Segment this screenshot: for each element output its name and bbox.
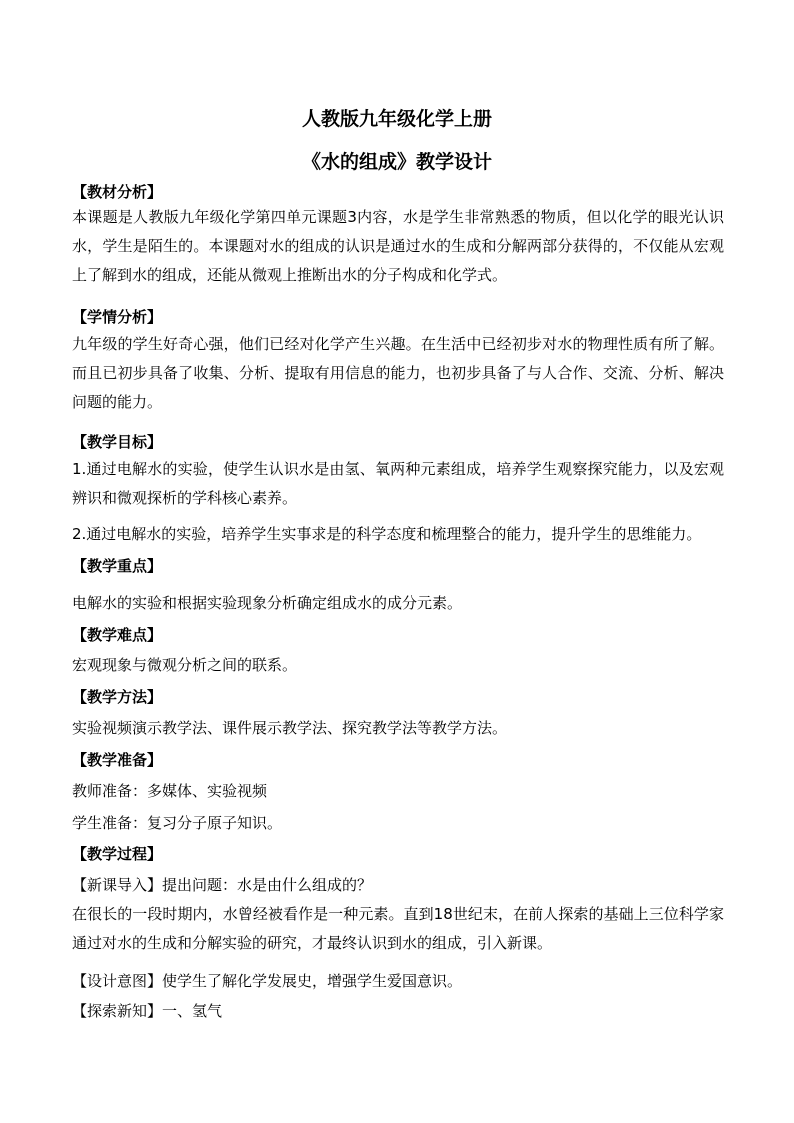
paragraph-difficult-points: 宏观现象与微观分析之间的联系。 (72, 656, 298, 674)
heading-teaching-methods: 【教学方法】 (72, 688, 163, 706)
paragraph-lesson-intro: 【新课导入】提出问题：水是由什么组成的？ (72, 876, 373, 894)
paragraph-goal-1: 1.通过电解水的实验，使学生认识水是由氢、氧两种元素组成，培养学生观察探究能力，以及宏观辨识和微观探析的学科核心素养。 (72, 460, 724, 507)
heading-key-points: 【教学重点】 (72, 557, 163, 575)
paragraph-goal-2: 2.通过电解水的实验，培养学生实事求是的科学态度和梳理整合的能力，提升学生的思维能力。 (72, 525, 702, 543)
paragraph-teaching-methods: 实验视频演示教学法、课件展示教学法、探究教学法等教学方法。 (72, 719, 508, 737)
heading-textbook-analysis: 【教材分析】 (72, 183, 163, 201)
paragraph-textbook-analysis: 本课题是人教版九年级化学第四单元课题3内容，水是学生非常熟悉的物质，但以化学的眼光认识水，学生是陌生的。本课题对水的组成的认识是通过水的生成和分解两部分获得的，不仅能从宏观上了解到水的组成，还能从微观上推断出水的分子构成和化学式。 (72, 208, 724, 284)
heading-teaching-goals: 【教学目标】 (72, 433, 163, 451)
heading-teaching-preparation: 【教学准备】 (72, 751, 163, 769)
paragraph-student-analysis: 九年级的学生好奇心强，他们已经对化学产生兴趣。在生活中已经初步对水的物理性质有所了解。而且已初步具备了收集、分析、提取有用信息的能力，也初步具备了与人合作、交流、分析、解决问题的能力。 (72, 335, 724, 411)
paragraph-teacher-preparation: 教师准备：多媒体、实验视频 (72, 782, 268, 800)
heading-student-analysis: 【学情分析】 (72, 308, 163, 326)
document-subtitle: 《水的组成》教学设计 (301, 151, 492, 173)
paragraph-key-points: 电解水的实验和根据实验现象分析确定组成水的成分元素。 (72, 594, 463, 612)
paragraph-history: 在很长的一段时期内，水曾经被看作是一种元素。直到18世纪末，在前人探索的基础上三位科学家通过对水的生成和分解实验的研究，才最终认识到水的组成，引入新课。 (72, 905, 724, 952)
heading-difficult-points: 【教学难点】 (72, 626, 163, 644)
paragraph-explore-new: 【探索新知】一、氢气 (72, 1002, 223, 1020)
document-title: 人教版九年级化学上册 (301, 108, 492, 130)
paragraph-design-intent: 【设计意图】使学生了解化学发展史，增强学生爱国意识。 (72, 972, 463, 990)
paragraph-student-preparation: 学生准备：复习分子原子知识。 (72, 814, 283, 832)
heading-teaching-process: 【教学过程】 (72, 845, 163, 863)
